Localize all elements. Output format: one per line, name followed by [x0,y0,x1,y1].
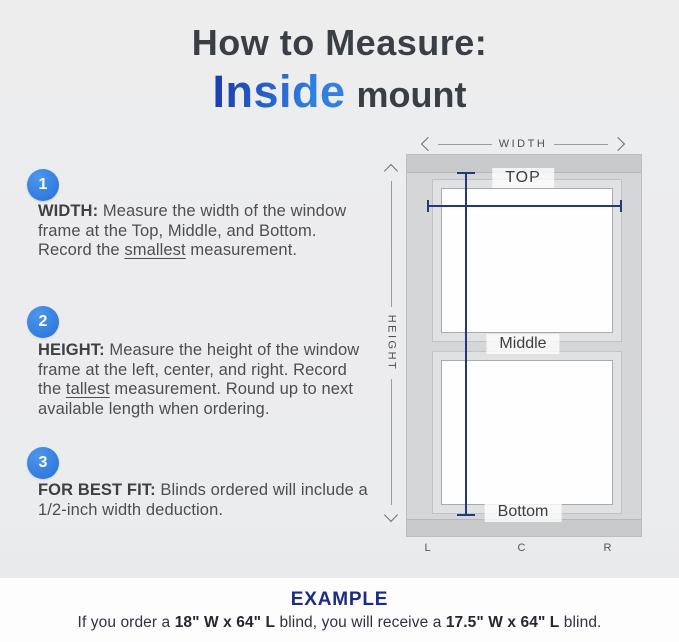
step-2-instructions [38,341,368,419]
step-3-instructions [38,481,368,520]
step-2-number: 2 [38,313,48,330]
step-1-underlined-word: smallest [124,241,186,259]
step-3-body-before: Blinds ordered will include a 1/2-inch width deduction. [38,481,368,519]
height-measure-cap-bottom [457,514,475,516]
dimension-line [391,379,392,505]
page-title [0,22,679,118]
width-measure-cap-right [620,200,622,212]
dimension-line [438,144,492,145]
example-sentence [0,614,679,632]
arrow-down-icon [384,508,398,522]
step-1-body-before: Measure the width of the window frame at the Top, Middle, and Bottom. Record the [38,202,347,259]
width-dimension-label: WIDTH [498,138,548,150]
step-2-number-badge [27,306,59,338]
example-receive-size: 17.5" W x 64" L [445,614,560,631]
title-suffix-mount: mount [356,74,467,115]
label-center-c: C [517,542,527,554]
step-3-number-badge [27,447,59,479]
step-2-body-before: Measure the height of the window frame at the left, center, and right. Record the [38,341,360,398]
example-prefix: If you order a [77,614,175,631]
height-dimension-label: HEIGHT [385,314,397,372]
example-heading: EXAMPLE [290,589,389,610]
height-measure-cap-top [457,172,475,174]
step-1-number: 1 [38,176,48,193]
step-2-body-after: measurement. Round up to next available length when ordering. [38,380,354,418]
step-2-label: HEIGHT: [38,341,105,359]
step-1-number-badge [27,169,59,201]
dimension-line [554,144,608,145]
label-middle: Middle [486,334,559,354]
step-3-label: FOR BEST FIT: [38,481,156,499]
step-3-number: 3 [38,454,48,471]
label-top: TOP [492,168,554,188]
label-right-r: R [603,542,613,554]
title-line1: How to Measure: [191,22,488,63]
step-1-label: WIDTH: [38,202,99,220]
example-footer [0,578,679,642]
height-dimension-arrow [384,166,398,520]
height-measure-line [465,173,467,516]
example-order-size: 18" W x 64" L [174,614,276,631]
dimension-line [391,181,392,307]
width-dimension-arrow [423,137,623,151]
width-measure-cap-left [427,200,429,212]
arrow-up-icon [384,164,398,178]
arrow-left-icon [421,137,435,151]
step-1-body-after: measurement. [185,241,298,259]
label-left-l: L [424,542,432,554]
title-line2 [0,66,679,118]
step-1-instructions [38,202,368,261]
width-measure-line [427,205,622,207]
arrow-right-icon [611,137,625,151]
title-accent-inside: Inside [212,66,346,117]
step-2-underlined-word: tallest [65,380,110,398]
example-middle: blind, you will receive a [275,614,446,631]
label-bottom: Bottom [485,502,562,522]
example-suffix: blind. [559,614,602,631]
